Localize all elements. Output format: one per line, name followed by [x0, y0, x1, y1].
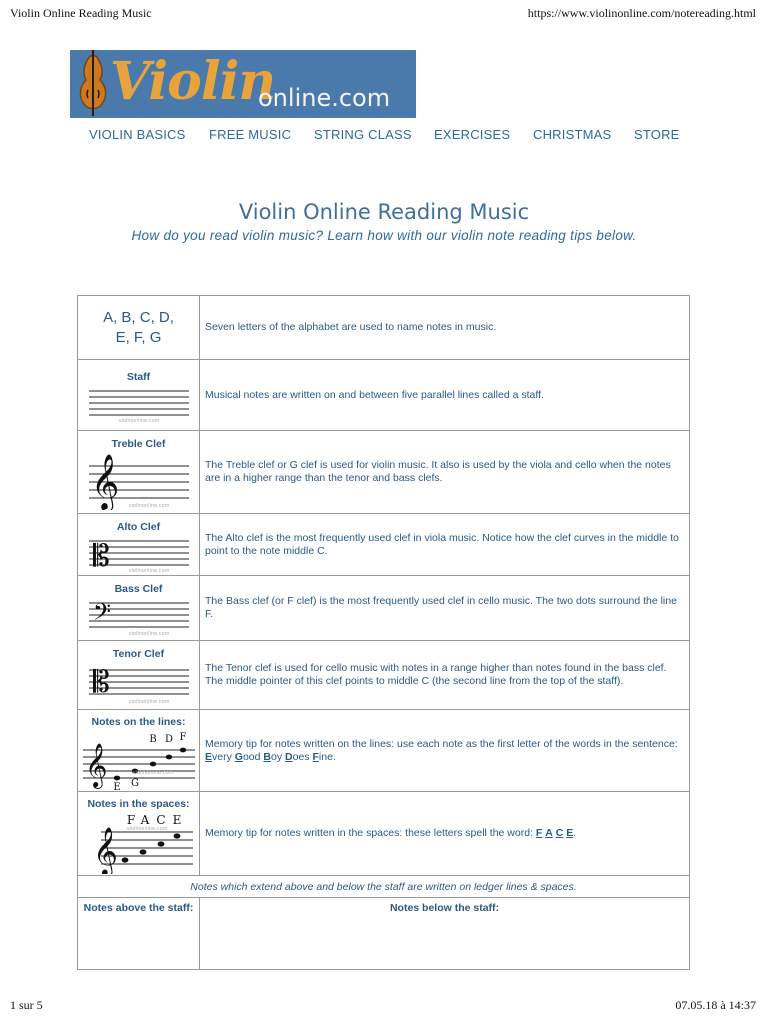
- print-header: [10, 6, 756, 20]
- note-label: E: [112, 781, 121, 790]
- mnemonic-rest: oy: [271, 750, 283, 763]
- watermark: violinonline.com: [132, 769, 173, 776]
- page-subtitle: How do you read violin music? Learn how with our violin note reading tips below.: [131, 228, 637, 243]
- notes-lines-cell: [78, 710, 200, 792]
- treble-clef-icon: 𝄞: [84, 742, 107, 787]
- note-label: E: [172, 812, 181, 827]
- mnemonic-rest: ood: [242, 750, 261, 763]
- print-footer: [10, 998, 756, 1012]
- treble-clef-image: [87, 452, 191, 510]
- letters-cell: [78, 296, 200, 360]
- row-label: Tenor Clef: [112, 648, 165, 660]
- table-row: [78, 876, 690, 898]
- notes-spaces-cell: [78, 792, 200, 876]
- nav-violin-basics[interactable]: VIOLIN BASICS: [89, 127, 186, 142]
- mnemonic-initial: G: [234, 750, 243, 763]
- main-nav: [0, 127, 768, 145]
- note-label: D: [164, 733, 173, 745]
- note-label: F: [179, 731, 186, 743]
- note-label: B: [148, 733, 157, 745]
- face-letter: A: [545, 827, 553, 839]
- logo-word-online: online.com: [258, 84, 391, 112]
- site-logo[interactable]: [70, 50, 416, 118]
- row-label: Notes in the spaces:: [87, 797, 190, 810]
- alto-clef-image: [87, 535, 191, 573]
- row-description: The Tenor clef is used for cello music with notes in a range higher than notes found in the bass clef. The middle pointer of this clef points to middle C (the second line from the top of the staff).: [200, 641, 690, 710]
- mnemonic-initial: D: [285, 750, 293, 763]
- row-description: Memory tip for notes written in the spaces: these letters spell the word: F A C E.: [200, 792, 690, 876]
- row-label: Staff: [126, 371, 151, 383]
- note-label: F: [126, 812, 135, 827]
- mnemonic-rest: very: [212, 750, 232, 763]
- table-row: [78, 710, 690, 792]
- logo-word-violin: Violin: [110, 51, 276, 112]
- row-description: Seven letters of the alphabet are used to name notes in music.: [200, 296, 690, 360]
- note-label: C: [155, 812, 166, 827]
- watermark: violinonline.com: [128, 631, 169, 637]
- row-description: The Treble clef or G clef is used for violin music. It also is used by the viola and cello when the notes are in a higher range than the tenor and bass clefs.: [200, 431, 690, 514]
- staff-image: [87, 385, 191, 423]
- bass-clef-icon: 𝄢: [92, 598, 111, 631]
- notes-table: [77, 295, 690, 970]
- row-label: Bass Clef: [114, 583, 163, 595]
- row-label: Notes on the lines:: [91, 715, 186, 728]
- table-row: [78, 641, 690, 710]
- watermark: violinonline.com: [128, 699, 169, 705]
- treble-clef-icon: 𝄞: [90, 454, 119, 510]
- table-row: [78, 576, 690, 641]
- alto-clef-icon: 𝄡: [92, 538, 110, 573]
- letters-line-2: E, F, G: [115, 328, 162, 346]
- tenor-clef-image: [87, 662, 191, 706]
- print-header-url: https://www.violinonline.com/notereading.html: [527, 6, 756, 20]
- memory-tip-text: Memory tip for notes written in the spaces: these letters spell the word:: [205, 827, 536, 839]
- staff-cell: [78, 360, 200, 431]
- note-label: A: [140, 812, 149, 827]
- alto-clef-cell: [78, 514, 200, 576]
- table-row: [78, 431, 690, 514]
- nav-free-music[interactable]: FREE MUSIC: [209, 127, 292, 142]
- ledger-note: Notes which extend above and below the staff are written on ledger lines & spaces.: [78, 876, 690, 898]
- tenor-clef-icon: 𝄡: [92, 665, 110, 700]
- memory-tip-text: Memory tip for notes written on the lines: use each note as the first letter of the words in the sentence:: [205, 737, 678, 750]
- page-title: Violin Online Reading Music: [238, 200, 530, 225]
- face-letter: C: [555, 827, 564, 839]
- bass-clef-cell: [78, 576, 200, 641]
- nav-christmas[interactable]: CHRISTMAS: [533, 127, 612, 142]
- bass-clef-image: [87, 597, 191, 637]
- watermark: violinonline.com: [128, 503, 169, 509]
- nav-store[interactable]: STORE: [634, 127, 680, 142]
- watermark: violinonline.com: [118, 418, 159, 423]
- notes-on-lines-image: [81, 730, 197, 790]
- print-header-title: Violin Online Reading Music: [10, 6, 152, 20]
- row-description: [200, 710, 690, 792]
- table-row: [78, 898, 690, 970]
- notes-above-cell: Notes above the staff:: [78, 898, 200, 970]
- letters-line-1: A, B, C, D,: [103, 308, 174, 326]
- watermark: violinonline.com: [126, 825, 167, 832]
- note-label: G: [130, 777, 139, 789]
- table-row: [78, 360, 690, 431]
- print-footer-datetime: 07.05.18 à 14:37: [675, 998, 756, 1012]
- mnemonic-initial: F: [312, 750, 319, 763]
- nav-string-class[interactable]: STRING CLASS: [314, 127, 412, 142]
- violin-icon: [72, 50, 112, 118]
- table-row: [78, 296, 690, 360]
- treble-clef-cell: [78, 431, 200, 514]
- mnemonic-initial: B: [263, 750, 271, 763]
- table-row: [78, 792, 690, 876]
- nav-exercises[interactable]: EXERCISES: [434, 127, 511, 142]
- row-description: The Bass clef (or F clef) is the most frequently used clef in cello music. The two dots surround the line F.: [200, 576, 690, 641]
- notes-in-spaces-image: [81, 812, 197, 874]
- row-label: Alto Clef: [116, 520, 161, 533]
- face-letter: E: [566, 827, 574, 839]
- notes-below-cell: Notes below the staff:: [200, 898, 690, 970]
- mnemonic-initial: E: [205, 750, 213, 763]
- tenor-clef-cell: [78, 641, 200, 710]
- row-label: Treble Clef: [111, 438, 166, 450]
- face-letter: F: [535, 827, 543, 839]
- table-row: [78, 514, 690, 576]
- row-description: The Alto clef is the most frequently used clef in viola music. Notice how the clef curves in the middle to point to the note middle C.: [200, 514, 690, 576]
- treble-clef-icon: 𝄞: [92, 825, 118, 874]
- mnemonic-rest: oes: [292, 750, 310, 763]
- watermark: violinonline.com: [128, 567, 169, 573]
- print-footer-page: 1 sur 5: [10, 998, 43, 1012]
- mnemonic-rest: ine.: [318, 750, 336, 763]
- row-description: Musical notes are written on and between five parallel lines called a staff.: [200, 360, 690, 431]
